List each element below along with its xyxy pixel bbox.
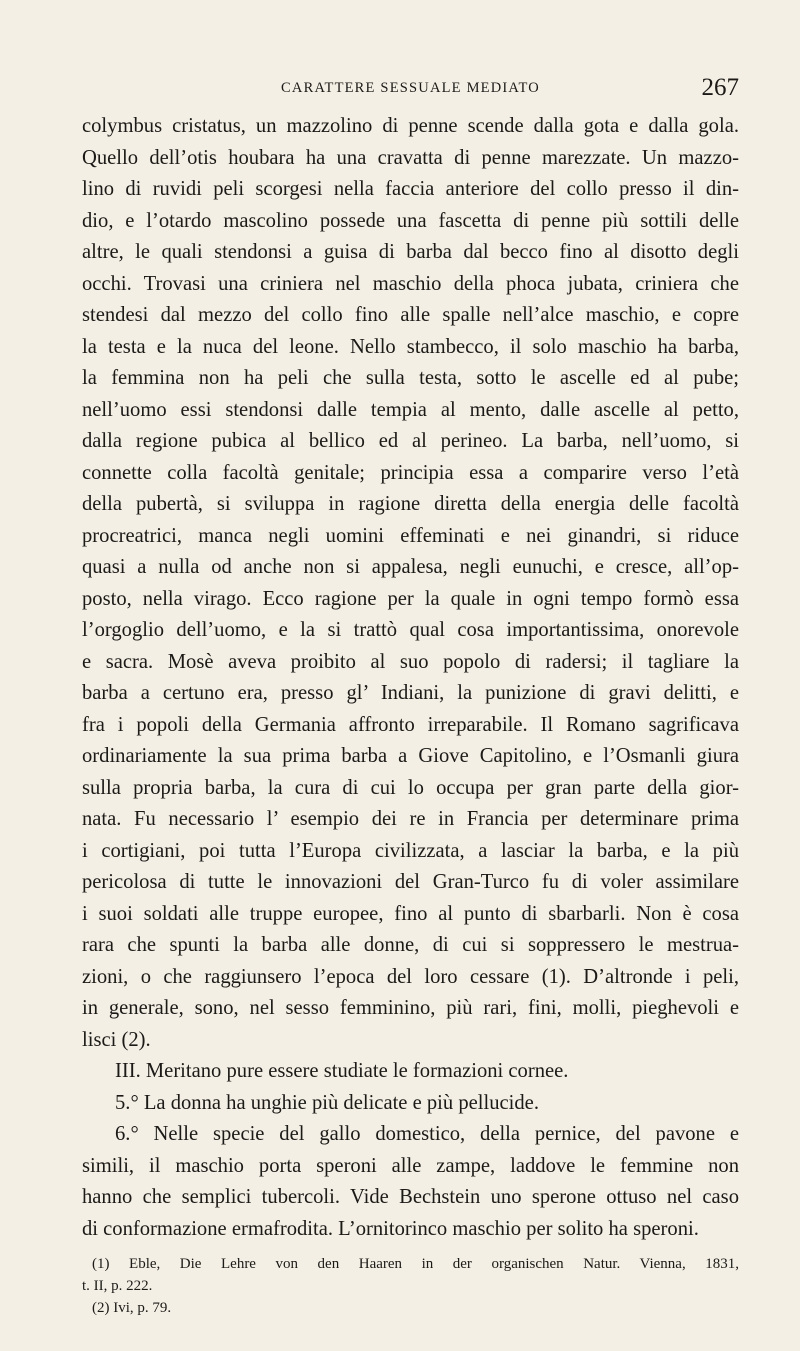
text-line: lino di ruvidi peli scorgesi nella faccia anteriore del collo presso il din- xyxy=(82,178,739,200)
text-line: in generale, sono, nel sesso femminino, più rari, fini, molli, pieghevoli e xyxy=(82,997,739,1019)
text-line: ordinariamente la sua prima barba a Giove Capitolino, e l’Osmanli giura xyxy=(82,745,739,767)
text-line: nata. Fu necessario l’ esempio dei re in Francia per determinare prima xyxy=(82,808,739,830)
text-line: Quello dell’otis houbara ha una cravatta di penne marezzate. Un mazzo- xyxy=(82,146,739,169)
text-line: 5.° La donna ha unghie più delicate e più pellucide. xyxy=(115,1091,539,1114)
text-line: sulla propria barba, la cura di cui lo occupa per gran parte della gior- xyxy=(82,776,739,799)
text-line: della pubertà, si sviluppa in ragione diretta della energia delle facoltà xyxy=(82,493,739,515)
text-line: colymbus cristatus, un mazzolino di penne scende dalla gota e dalla gola. xyxy=(82,115,739,137)
page-header xyxy=(82,74,739,114)
text-line: hanno che semplici tubercoli. Vide Bechstein uno sperone ottuso nel caso xyxy=(82,1186,739,1208)
text-line: quasi a nulla od anche non si appalesa, negli eunuchi, e cresce, all’op- xyxy=(82,556,739,578)
text-line: pericolosa di tutte le innovazioni del Gran-Turco fu di voler assimilare xyxy=(82,871,739,893)
text-line: la testa e la nuca del leone. Nello stambecco, il solo maschio ha barba, xyxy=(82,335,739,358)
text-line: connette colla facoltà genitale; principia essa a comparire verso l’età xyxy=(82,461,739,484)
text-line: rara che spunti la barba alle donne, di cui si soppressero le mestrua- xyxy=(82,934,739,956)
text-line: i suoi soldati alle truppe europee, fino al punto di sbarbarli. Non è cosa xyxy=(82,902,739,925)
text-line: nell’uomo essi stendonsi dalle tempia al mento, dalle ascelle al petto, xyxy=(82,398,739,421)
footnote-line: (2) Ivi, p. 79. xyxy=(92,1300,172,1316)
text-line: zioni, o che raggiunsero l’epoca del loro cessare (1). D’altronde i peli, xyxy=(82,965,739,988)
footnote-line: (1) Eble, Die Lehre von den Haaren in der organischen Natur. Vienna, 1831, xyxy=(92,1256,739,1272)
running-title: CARATTERE SESSUALE MEDIATO xyxy=(281,80,540,96)
text-line: i cortigiani, poi tutta l’Europa civilizzata, a lasciar la barba, e la più xyxy=(82,839,739,862)
text-line: e sacra. Mosè aveva proibito al suo popolo di radersi; il tagliare la xyxy=(82,650,739,673)
footnotes xyxy=(82,1253,739,1319)
text-line: di conformazione ermafrodita. L’ornitorinco maschio per solito ha speroni. xyxy=(82,1217,699,1240)
text-line: barba a certuno era, presso gl’ Indiani, la punizione di gravi delitti, e xyxy=(82,682,739,704)
page-number: 267 xyxy=(701,74,739,101)
footnote-line: t. II, p. 222. xyxy=(82,1278,153,1294)
text-line: posto, nella virago. Ecco ragione per la quale in ogni tempo formò essa xyxy=(82,587,739,610)
text-line: procreatrici, manca negli uomini effeminati e nei ginandri, si riduce xyxy=(82,524,739,547)
text-line: dio, e l’otardo mascolino possede una fascetta di penne più sottili delle xyxy=(82,209,739,232)
text-line: occhi. Trovasi una criniera nel maschio della phoca jubata, criniera che xyxy=(82,272,739,295)
text-line: stendesi dal mezzo del collo fino alle spalle nell’alce maschio, e copre xyxy=(82,304,739,326)
body-text xyxy=(82,111,739,1245)
text-line: dalla regione pubica al bellico ed al perineo. La barba, nell’uomo, si xyxy=(82,430,739,452)
text-line: fra i popoli della Germania affronto irreparabile. Il Romano sagrificava xyxy=(82,713,739,736)
text-line: l’orgoglio dell’uomo, e la si trattò qual cosa importantissima, onorevole xyxy=(82,619,739,641)
text-line: la femmina non ha peli che sulla testa, sotto le ascelle ed al pube; xyxy=(82,367,739,389)
text-line: III. Meritano pure essere studiate le formazioni cornee. xyxy=(115,1060,569,1082)
text-line: lisci (2). xyxy=(82,1028,151,1051)
text-line: 6.° Nelle specie del gallo domestico, della pernice, del pavone e xyxy=(115,1123,739,1145)
text-line: simili, il maschio porta speroni alle zampe, laddove le femmine non xyxy=(82,1154,739,1177)
text-line: altre, le quali stendonsi a guisa di barba dal becco fino al disotto degli xyxy=(82,241,739,263)
